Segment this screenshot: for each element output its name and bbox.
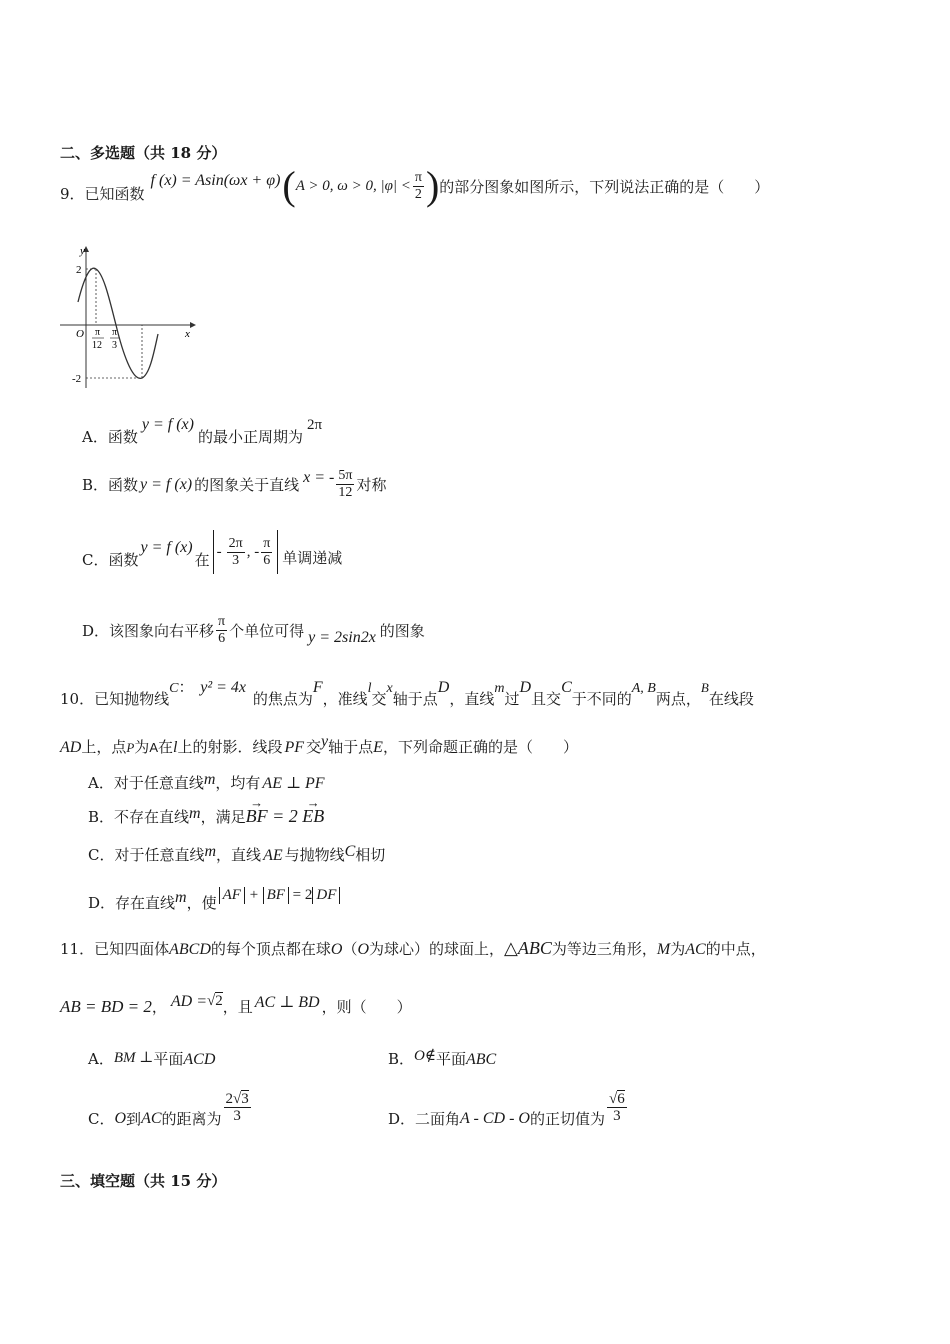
q9-option-a-text: 的最小正周期为	[197, 428, 303, 446]
q9-option-a[interactable]	[82, 412, 322, 447]
q11-option-c-fraction: $\frac{2√3}{3}$	[225, 1091, 249, 1124]
q9-option-b-xeq: x = -	[303, 468, 335, 486]
q9-stem-tail: 的部分图象如图所示，下列说法正确的是（ ）	[439, 177, 770, 196]
q9-option-d-fraction: $\frac{\pi}{6}$	[218, 614, 226, 646]
graph-tick1-den: 12	[92, 340, 102, 351]
graph-y-label: y	[80, 245, 85, 257]
q10-option-d[interactable]: D．存在直线 m ，使 AF + BF = 2 DF	[88, 878, 340, 913]
q9-option-a-value: 2π	[306, 417, 323, 433]
graph-tick2-den: 3	[112, 340, 117, 351]
sine-curve	[78, 268, 158, 378]
section-title-fill-in: 三、填空题（共 15 分）	[60, 1172, 227, 1190]
q11-option-c[interactable]: C． O 到 AC 的距离为 $\frac{2√3}{3}$	[88, 1091, 249, 1128]
graph-x-label: x	[185, 328, 190, 340]
question-9-stem: 9．已知函数 f (x) = Asin(ωx + φ) ( A > 0, ω > 0, |φ| < $\frac{\pi}{2}$ ) 的部分图象如图所示，下列说法正确的是（ ）	[60, 163, 770, 208]
q9-option-d-post: 的图象	[379, 622, 425, 640]
q9-option-d[interactable]	[82, 614, 425, 647]
q9-option-b-post: 对称	[356, 476, 387, 494]
q9-option-d-label: D．该图象向右平移	[82, 622, 215, 640]
q9-option-c-func: y = f (x)	[140, 539, 193, 556]
q9-option-b-func: y = f (x)	[140, 475, 193, 493]
q9-option-b-fraction: $\frac{5\pi}{12}$	[338, 468, 353, 500]
q11-option-b[interactable]: B．O∉平面ABC	[388, 1048, 497, 1068]
q9-option-d-func: y = 2sin2x	[308, 628, 376, 646]
q9-option-c-label: C．函数	[82, 550, 139, 569]
graph-tick1-num: π	[95, 327, 101, 338]
q9-condition: A > 0, ω > 0, |φ| <	[295, 177, 411, 194]
q9-option-c-interval: - $\frac{2\pi}{3}$ , - $\frac{\pi}{6}$	[213, 530, 279, 574]
q11-option-d[interactable]: D．二面角 A - CD - O 的正切值为 $\frac{√6}{3}$	[388, 1091, 625, 1128]
q9-option-d-text: 个单位可得	[229, 622, 305, 640]
q9-number: 9．已知函数	[60, 184, 145, 203]
q11-option-a[interactable]: A．BM ⊥平面ACD	[88, 1050, 216, 1068]
q9-sine-graph	[60, 242, 200, 392]
q9-option-a-label: A．函数	[82, 428, 138, 446]
q9-condition-fraction: $\frac{\pi}{2}$	[414, 169, 422, 202]
q11-option-d-fraction: $\frac{√6}{3}$	[608, 1091, 625, 1124]
section-title-multiple-choice: 二、多选题（共 18 分）	[60, 144, 227, 162]
q9-option-c-text: 在	[194, 550, 210, 569]
q9-option-a-func: y = f (x)	[141, 415, 194, 433]
question-11-stem-line2: AB = BD = 2 ， AD = √2 ，且 AC ⊥ BD ，则（ ）	[60, 992, 412, 1016]
graph-y-max-label: 2	[76, 264, 82, 276]
q10-option-c[interactable]: C．对于任意直线m，直线 AE 与抛物线C相切	[88, 843, 386, 864]
q9-option-b[interactable]	[82, 468, 386, 501]
question-10-stem-line1: 10．已知抛物线C： y² = 4x 的焦点为F，准线l交x轴于点D，直线m过D且交C于不同的A, B两点，B在线段	[60, 678, 754, 708]
q9-option-b-label: B．函数	[82, 476, 139, 494]
q9-option-b-text: 的图象关于直线	[194, 476, 300, 494]
question-11-stem-line1: 11．已知四面体ABCD的每个顶点都在球O（O为球心）的球面上，△ABC为等边三角形，M为AC的中点，	[60, 938, 766, 958]
graph-origin-label: O	[76, 328, 84, 340]
graph-y-min-label: -2	[72, 373, 82, 385]
q9-option-c[interactable]	[82, 530, 342, 574]
graph-tick2-num: π	[112, 327, 118, 338]
q9-function: f (x) = Asin(ωx + φ)	[150, 172, 281, 189]
q10-option-a[interactable]: A．对于任意直线m，均有 AE ⊥ PF	[88, 771, 325, 792]
q10-option-b[interactable]: B．不存在直线m，满足→ BF = 2 → EB	[88, 806, 324, 827]
q9-option-c-post: 单调递减	[282, 548, 343, 567]
question-10-stem-line2: AD上，点P为A在l上的射影．线段 PF 交y轴于点E，下列命题正确的是（ ）	[60, 733, 578, 756]
